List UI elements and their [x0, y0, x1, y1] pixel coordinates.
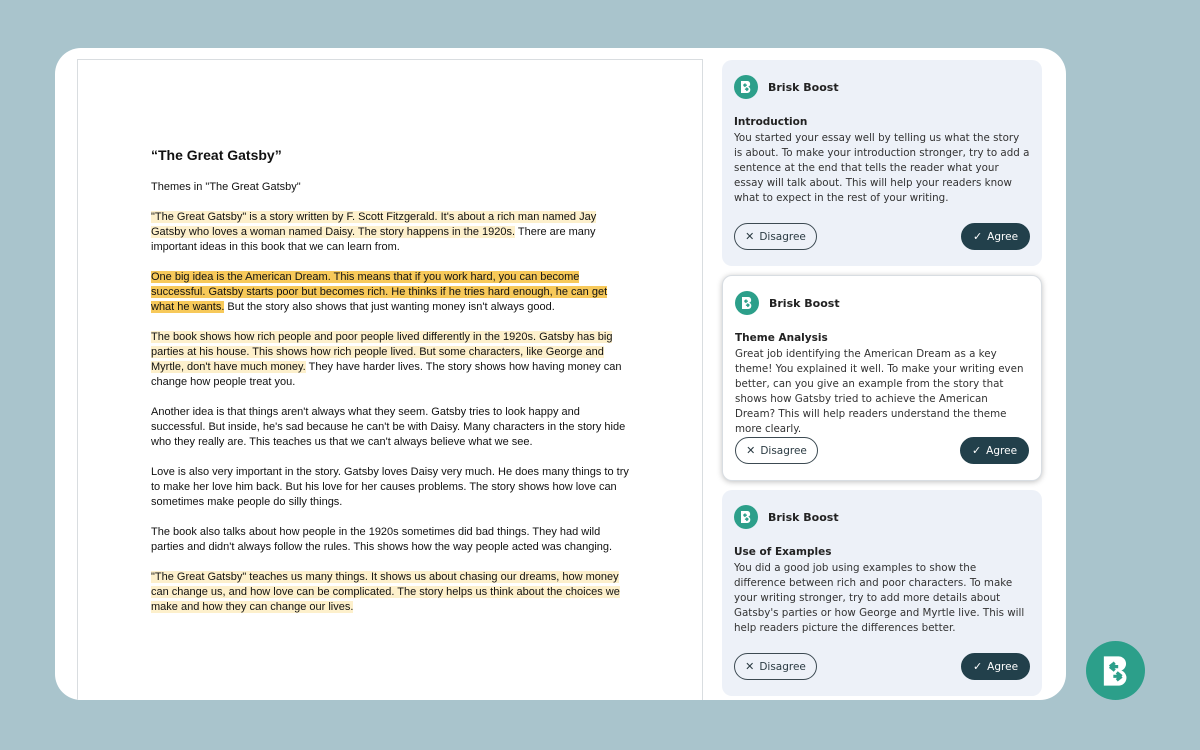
highlight-light[interactable]: "The Great Gatsby" is a story written by F. Scott Fitzgerald. It's about a rich man named Jay Gatsby who loves a woman named Daisy. The story happens in the 1920s. [151, 211, 597, 238]
highlight-strong[interactable]: One big idea is the American Dream. This means that if you work hard, you can become successful. Gatsby starts poor but becomes rich. He thinks if he tries hard enough, he can get what he wants. [151, 271, 608, 313]
paragraph-3: The book shows how rich people and poor people lived differently in the 1920s. Gatsby has big parties at his house. This shows how rich people lived. But some characters, like George and Myrtle, don't have much money. They have harder lives. The story shows how having money can change how people treat you. [151, 331, 622, 388]
x-icon: ✕ [746, 444, 756, 457]
app-frame [55, 48, 1066, 700]
brisk-b-icon [735, 291, 759, 315]
card-header [735, 290, 1029, 316]
paragraph-4: Another idea is that things aren't always what they seem. Gatsby tries to look happy and successful. But inside, he's sad because he can't be with Daisy. Many characters in the story hide who they really are. This teaches us that we can't always believe what we see. [151, 406, 626, 448]
brand-name: Brisk Boost [768, 80, 839, 94]
card-title: Theme Analysis [735, 332, 828, 344]
card-actions [735, 437, 1029, 464]
document-content [151, 146, 631, 630]
card-actions [734, 223, 1030, 250]
paragraph-7 [151, 570, 631, 615]
card-body: You started your essay well by telling us what the story is about. To make your introduction stronger, try to add a sentence at the end that tells the reader what your essay will talk about. This will help your readers know what to expect in the rest of your writing. [734, 132, 1030, 204]
disagree-button[interactable]: ✕ Disagree [734, 653, 817, 680]
card-body: You did a good job using examples to show the difference between rich and poor characters. To make your writing stronger, try to add more details about Gatsby's parties or how George and Myrtle live. This will help readers picture the differences better. [734, 562, 1025, 634]
highlight-light[interactable]: "The Great Gatsby" teaches us many things. It shows us about chasing our dreams, how money can change us, and how love can be complicated. The story helps us think about the choices we make and how they can change our lives. [151, 571, 620, 613]
feedback-card-use-of-examples[interactable] [722, 490, 1042, 696]
highlight-light[interactable]: The book shows how rich people and poor people lived differently in the 1920s. Gatsby has big parties at his house. This shows how rich people lived. But some characters, like George and Myrtle, don't have much money. [151, 331, 613, 373]
x-icon: ✕ [745, 660, 755, 673]
check-icon: ✓ [972, 230, 983, 243]
document-subtitle: Themes in "The Great Gatsby" [151, 181, 301, 193]
x-icon: ✕ [745, 230, 755, 243]
brisk-b-icon [734, 505, 758, 529]
brisk-launcher-button[interactable] [1086, 641, 1145, 700]
document-page[interactable] [77, 59, 703, 700]
feedback-panel [722, 60, 1042, 700]
brisk-b-icon [734, 75, 758, 99]
paragraph-5: Love is also very important in the story. Gatsby loves Daisy very much. He does many things to try to make her love him back. But his love for her causes problems. The story shows how love can sometimes make people do silly things. [151, 466, 629, 508]
disagree-button[interactable]: ✕ Disagree [734, 223, 817, 250]
card-actions [734, 653, 1030, 680]
document-title: “The Great Gatsby” [151, 147, 282, 163]
card-title: Introduction [734, 116, 808, 128]
check-icon: ✓ [971, 444, 982, 457]
card-title: Use of Examples [734, 546, 832, 558]
brand-name: Brisk Boost [768, 510, 839, 524]
card-header [734, 74, 1030, 100]
feedback-card-introduction[interactable] [722, 60, 1042, 266]
agree-button[interactable]: ✓ Agree [961, 223, 1030, 250]
brand-name: Brisk Boost [769, 296, 840, 310]
paragraph-1: "The Great Gatsby" is a story written by F. Scott Fitzgerald. It's about a rich man named Jay Gatsby who loves a woman named Daisy. The story happens in the 1920s. There are many important ideas in this book that we can learn from. [151, 211, 597, 253]
agree-button[interactable]: ✓ Agree [960, 437, 1029, 464]
brisk-b-icon [1099, 654, 1133, 688]
card-header [734, 504, 1030, 530]
agree-button[interactable]: ✓ Agree [961, 653, 1030, 680]
paragraph-2: One big idea is the American Dream. This means that if you work hard, you can become successful. Gatsby starts poor but becomes rich. He thinks if he tries hard enough, he can get what he wants. But the story also shows that just wanting money isn't always good. [151, 271, 608, 313]
card-body: Great job identifying the American Dream as a key theme! You explained it well. To make your writing even better, can you give an example from the story that shows how Gatsby tried to achieve the American Dream? This will help readers understand the theme more clearly. [735, 348, 1024, 435]
check-icon: ✓ [972, 660, 983, 673]
paragraph-6: The book also talks about how people in the 1920s sometimes did bad things. They had wild parties and didn't always follow the rules. This shows how the way people acted was changing. [151, 526, 613, 553]
disagree-button[interactable]: ✕ Disagree [735, 437, 818, 464]
feedback-card-theme-analysis[interactable] [722, 275, 1042, 481]
